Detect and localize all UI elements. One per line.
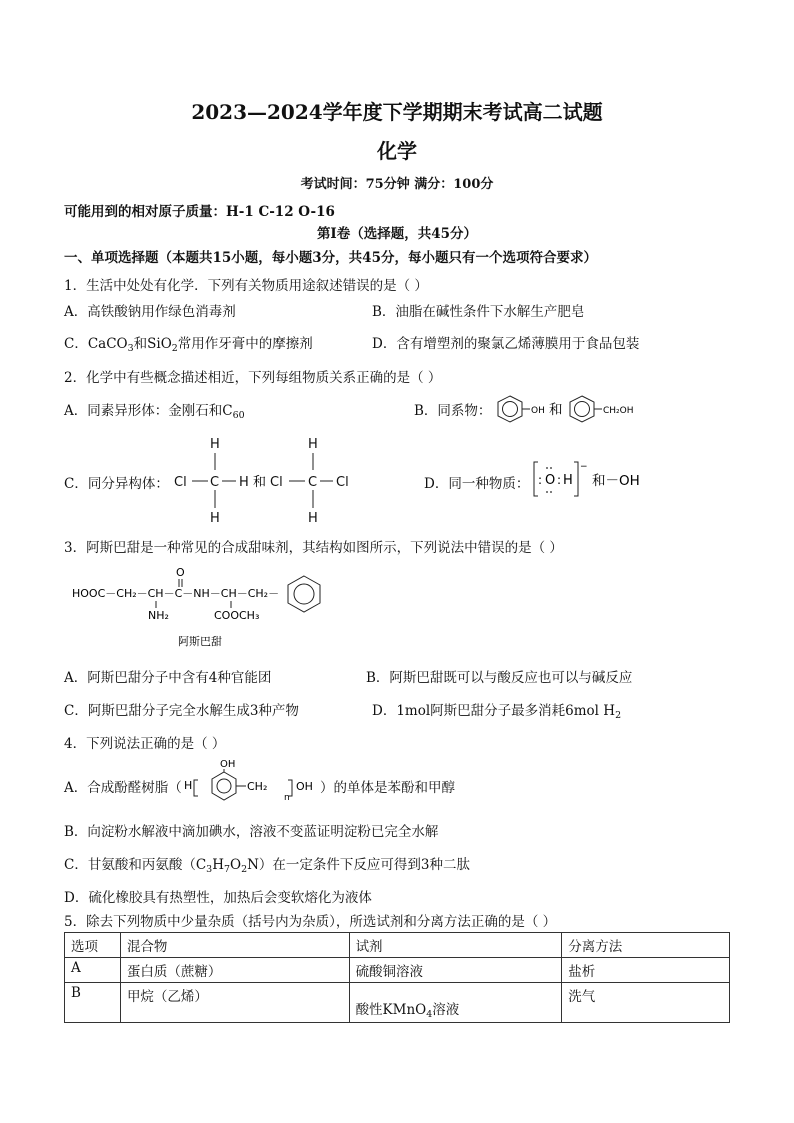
- q4-option-d: D．硫化橡胶具有热塑性，加热后会变软熔化为液体: [64, 890, 372, 906]
- table-cell: 蛋白质（蔗糖）: [120, 958, 349, 983]
- aspartame-cooch3: COOCH₃: [214, 609, 260, 622]
- q2-option-b-structures: [494, 392, 654, 426]
- q4-stem: 4．下列说法正确的是（ ）: [64, 736, 226, 752]
- svg-text:C: C: [308, 475, 318, 490]
- table-cell: 甲烷（乙烯）: [120, 983, 349, 1023]
- resin-end-oh: OH: [296, 780, 313, 793]
- atomic-mass-info: 可能用到的相对原子质量：H-1 C-12 O-16: [64, 204, 335, 220]
- q1-option-a: A．高铁酸钠用作绿色消毒剂: [64, 304, 236, 320]
- q4-option-b: B．向淀粉水解液中滴加碘水，溶液不变蓝证明淀粉已完全水解: [64, 824, 439, 840]
- resin-ch2: CH₂: [247, 780, 268, 793]
- q2-option-d: D．同一种物质：: [424, 476, 530, 492]
- q1-stem: 1．生活中处处有化学．下列有关物质用途叙述错误的是（ ）: [64, 278, 428, 294]
- q2-option-c: C．同分异构体：: [64, 476, 169, 492]
- svg-text:H: H: [308, 437, 318, 452]
- hydroxyl-oxygen: O: [545, 473, 556, 488]
- table-cell: 盐析: [562, 958, 730, 983]
- q2-option-b: B．同系物：: [414, 403, 492, 419]
- q1-option-b: B．油脂在碱性条件下水解生产肥皂: [372, 304, 585, 320]
- table-cell: B: [65, 983, 121, 1023]
- table-header-cell: 试剂: [349, 933, 562, 958]
- aspartame-main-chain: HOOC－CH₂－CH－C－NH－CH－CH₂－: [72, 587, 280, 600]
- q2-stem: 2．化学中有些概念描述相近，下列每组物质关系正确的是（ ）: [64, 370, 442, 386]
- aspartame-structure: [68, 562, 330, 652]
- q3-option-a: A．阿斯巴甜分子中含有4种官能团: [64, 670, 272, 686]
- svg-text::: :: [557, 473, 562, 487]
- q3-option-b: B．阿斯巴甜既可以与酸反应也可以与碱反应: [366, 670, 633, 686]
- dichloromethane-2: [270, 437, 349, 526]
- exam-time-info: 考试时间：75分钟 满分：100分: [300, 177, 494, 192]
- svg-text:H: H: [210, 511, 220, 526]
- table-cell: 酸性KMnO$_4$溶液: [349, 983, 562, 1023]
- separation-table: [64, 932, 730, 1023]
- hydroxyl-hydrogen: H: [563, 473, 573, 488]
- svg-text:Cl: Cl: [270, 475, 283, 490]
- aspartame-nh2: NH₂: [148, 609, 169, 622]
- table-cell: A: [65, 958, 121, 983]
- q4-option-c: C．甘氨酸和丙氨酸$(C_3H_7O_2N)$在一定条件下反应可得到3种二肽: [64, 857, 470, 875]
- q1-option-d: D．含有增塑剂的聚氯乙烯薄膜用于食品包装: [372, 336, 640, 352]
- q3-option-c: C．阿斯巴甜分子完全水解生成3种产物: [64, 703, 299, 719]
- svg-text:C: C: [210, 475, 220, 490]
- benzyl-alcohol-structure: [570, 396, 602, 422]
- q3-option-d: D．1mol阿斯巴甜分子最多消耗6mol $H_2$: [372, 703, 622, 721]
- table-header-row: [65, 933, 730, 958]
- aspartame-benzene-ring: [288, 576, 320, 612]
- svg-text:Cl: Cl: [336, 475, 349, 490]
- resin-n: n: [284, 793, 290, 803]
- svg-text:H: H: [308, 511, 318, 526]
- table-cell: 洗气: [562, 983, 730, 1023]
- aspartame-caption: 阿斯巴甜: [178, 635, 222, 648]
- table-row: [65, 958, 730, 983]
- phenolic-resin-structure: [184, 756, 318, 806]
- exam-title: 2023—2024学年度下学期期末考试高二试题: [191, 100, 603, 124]
- phenol-oh-label: OH: [531, 406, 545, 416]
- dichloromethane-1: [174, 437, 249, 526]
- table-row: [65, 983, 730, 1023]
- q4-option-a-prefix: A．合成酚醛树脂（: [64, 780, 182, 796]
- svg-text:−: −: [580, 462, 588, 472]
- benzyl-ch2oh-label: CH₂OH: [603, 406, 634, 416]
- table-cell: 硫酸铜溶液: [349, 958, 562, 983]
- q2-b-and: 和: [549, 402, 563, 418]
- q2-option-a: A．同素异形体：金刚石和$C_{60}$: [64, 403, 245, 421]
- aspartame-carbonyl-o: O: [176, 566, 185, 579]
- q5-stem: 5．除去下列物质中少量杂质（括号内为杂质），所选试剂和分离方法正确的是（ ）: [64, 914, 557, 930]
- resin-end-h: H: [184, 779, 193, 792]
- table-header-cell: 分离方法: [562, 933, 730, 958]
- q1-option-c: C．CaCO$_3$和SiO$_2$常用作牙膏中的摩擦剂: [64, 336, 313, 354]
- svg-text:H: H: [210, 437, 220, 452]
- svg-text:Cl: Cl: [174, 475, 187, 490]
- q2-d-tail: 和－OH: [592, 473, 640, 489]
- q2-option-d-structures: [528, 458, 648, 500]
- table-header-cell: 混合物: [120, 933, 349, 958]
- q3-stem: 3．阿斯巴甜是一种常见的合成甜味剂，其结构如图所示，下列说法中错误的是（ ）: [64, 540, 563, 556]
- q2-option-c-structures: [170, 432, 360, 528]
- svg-text:H: H: [239, 475, 249, 490]
- resin-oh-top: OH: [220, 759, 236, 770]
- q2-c-and: 和: [253, 475, 267, 490]
- table-header-cell: 选项: [65, 933, 121, 958]
- part-one-heading: 第Ⅰ卷（选择题，共45分）: [316, 226, 478, 242]
- hydroxyl-left-dots: :: [538, 473, 543, 487]
- section-one-heading: 一、单项选择题（本题共15小题，每小题3分，共45分，每小题只有一个选项符合要求）: [64, 250, 597, 266]
- subject-title: 化学: [377, 139, 417, 163]
- phenol-structure: [498, 396, 530, 422]
- q4-option-a-suffix: ）的单体是苯酚和甲醇: [320, 780, 455, 796]
